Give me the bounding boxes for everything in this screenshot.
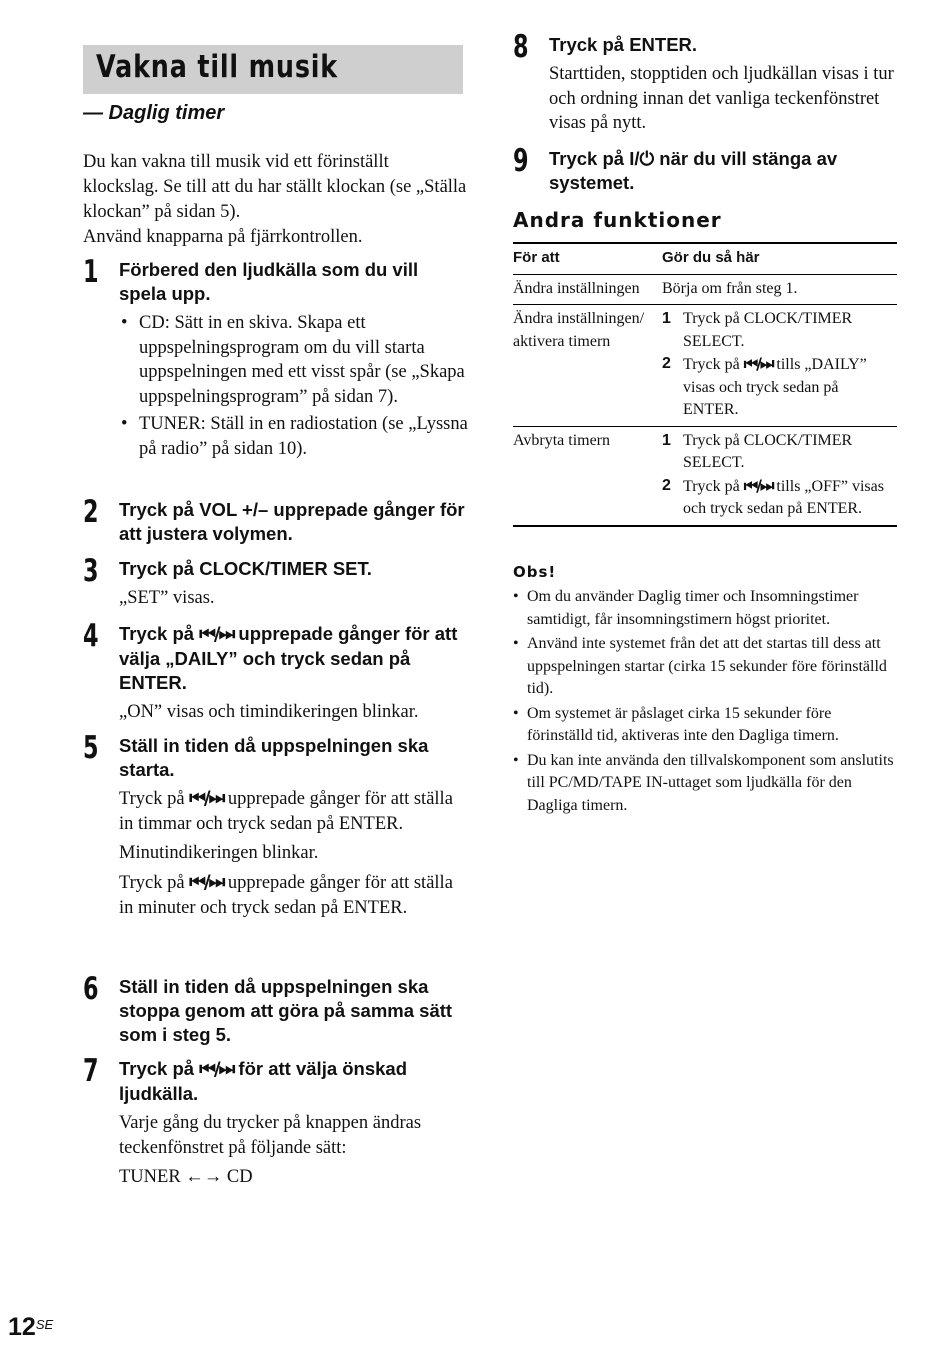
table-cell: Avbryta timern <box>513 426 662 526</box>
sub-step-text: Tryck på CLOCK/TIMER SELECT. <box>683 431 853 471</box>
sub-step-text-b: tills „OFF” visas och tryck sedan på ENTER. <box>683 477 884 517</box>
table-cell: Ändra inställningen/ aktivera timern <box>513 305 662 427</box>
intro-text-1: Du kan vakna till musik vid ett förinställt klockslag. Se till att du har ställt klockan (se „Ställa klockan” på sidan 5). <box>83 152 467 222</box>
step-heading: Ställ in tiden då uppspelningen ska starta. <box>119 735 429 780</box>
table-row <box>513 305 897 427</box>
step-heading: Ställ in tiden då uppspelningen ska stoppa genom att göra på samma sätt som i steg 5. <box>119 976 453 1045</box>
prev-next-icon: ⏮/⏭ <box>199 1059 234 1080</box>
step-5 <box>83 730 468 921</box>
step-number: 7 <box>83 1053 99 1089</box>
table-cell: Börja om från steg 1. <box>662 274 897 305</box>
step-heading-b: upprepade gånger för att välja „DAILY” och tryck sedan på ENTER. <box>119 623 458 693</box>
step-heading-a: Tryck på <box>119 623 195 644</box>
prev-next-icon: ⏮/⏭ <box>199 624 234 645</box>
step-heading-a: Tryck på <box>549 148 625 169</box>
source-cycle: TUNER ←→ CD <box>119 1167 253 1188</box>
table-row <box>513 274 897 305</box>
step-heading-b: för att välja önskad ljudkälla. <box>119 1058 408 1104</box>
step-4 <box>83 618 468 725</box>
step-heading: Tryck på VOL +/– upprepade gånger för att justera volymen. <box>119 499 465 544</box>
step-heading: Förbered den ljudkälla som du vill spela upp. <box>119 259 419 304</box>
prev-next-icon: ⏮/⏭ <box>743 354 773 373</box>
notes-list <box>513 586 900 819</box>
sub-step-text-a: Tryck på <box>683 477 740 495</box>
sub-step-number: 1 <box>662 431 671 449</box>
step-heading: Tryck på CLOCK/TIMER SET. <box>119 558 372 579</box>
list-item: • TUNER: Ställ in en radiostation (se „Lyssna på radio” på sidan 10). <box>119 412 468 461</box>
sub-step-number: 1 <box>662 310 671 327</box>
step-text-a: Tryck på <box>119 873 185 894</box>
section-heading: Andra funktioner <box>513 208 722 232</box>
sub-step-text-b: tills „DAILY” visas och tryck sedan på ENTER. <box>683 356 867 418</box>
page-number-suffix: SE <box>35 1317 54 1332</box>
step-number: 3 <box>83 553 99 589</box>
step-1 <box>83 254 468 463</box>
step-text-b: upprepade gånger för att ställa in minuter och tryck sedan på ENTER. <box>119 873 453 918</box>
step-number: 8 <box>513 29 529 65</box>
table-row <box>513 426 897 526</box>
table-cell <box>662 426 897 526</box>
step-heading-b: när du vill stänga av systemet. <box>549 148 838 193</box>
column-header: För att <box>513 243 662 274</box>
step-2 <box>83 494 468 546</box>
step-heading-a: Tryck på <box>119 1058 195 1079</box>
intro-text-2: Använd knapparna på fjärrkontrollen. <box>83 227 363 247</box>
note-item: • Använd inte systemet från det att det startas till dess att uppspelningen startar (cirka 15 sekunder före förinställd tid). <box>513 633 900 701</box>
step-number: 9 <box>513 143 529 179</box>
step-text: Minutindikeringen blinkar. <box>119 843 319 864</box>
page-number-value: 12 <box>8 1313 36 1341</box>
table-header-row <box>513 243 897 274</box>
sub-step-text-a: Tryck på <box>683 356 740 373</box>
step-text: „SET” visas. <box>119 588 215 608</box>
step-9 <box>513 143 898 195</box>
functions-table <box>513 242 897 527</box>
sub-step-text: Tryck på CLOCK/TIMER SELECT. <box>683 310 853 350</box>
step-number: 6 <box>83 971 99 1007</box>
step-3 <box>83 553 468 611</box>
page-number <box>8 1313 53 1342</box>
prev-next-icon: ⏮/⏭ <box>743 475 773 495</box>
step-6 <box>83 971 468 1047</box>
step-text: „ON” visas och timindikeringen blinkar. <box>119 702 419 722</box>
column-header: Gör du så här <box>662 243 897 274</box>
step-text: Starttiden, stopptiden och ljudkällan visas i tur och ordning innan det vanliga teckenfönstret visas på nytt. <box>549 64 894 134</box>
prev-next-icon: ⏮/⏭ <box>189 872 224 894</box>
page-subtitle: — Daglig timer <box>83 102 225 124</box>
step-heading: Tryck på ENTER. <box>549 34 698 55</box>
sub-step-number: 2 <box>662 355 671 372</box>
table-cell <box>662 305 897 427</box>
note-item: • Om systemet är påslaget cirka 15 sekunder före förinställd tid, aktiveras inte den Dagliga timern. <box>513 703 900 748</box>
step-number: 5 <box>83 730 99 766</box>
intro <box>83 150 468 250</box>
step-text-a: Tryck på <box>119 789 185 809</box>
step-7 <box>83 1053 468 1190</box>
prev-next-icon: ⏮/⏭ <box>189 788 224 809</box>
step-text-b: upprepade gånger för att ställa in timmar och tryck sedan på ENTER. <box>119 789 453 834</box>
step-number: 4 <box>83 618 99 654</box>
note-item: • Om du använder Daglig timer och Insomningstimer samtidigt, får insomningstimern högst prioritet. <box>513 586 900 631</box>
step-8 <box>513 29 898 136</box>
step-text: Varje gång du trycker på knappen ändras teckenfönstret på följande sätt: <box>119 1113 422 1158</box>
table-cell: Ändra inställningen <box>513 274 662 305</box>
note-item: • Du kan inte använda den tillvalskomponent som anslutits till PC/MD/TAPE IN-uttaget som ljudkälla för den Dagliga timern. <box>513 750 900 818</box>
page-title: Vakna till musik <box>96 49 339 85</box>
sub-step-number: 2 <box>662 476 671 494</box>
list-item: • CD: Sätt in en skiva. Skapa ett uppspelningsprogram om du vill starta uppspelningen med ett visst spår (se „Skapa uppspelningsprogram” på sidan 7). <box>119 311 468 410</box>
power-icon: I/⏻ <box>629 148 655 169</box>
notes-heading: Obs! <box>513 563 557 581</box>
step-number: 1 <box>83 254 99 290</box>
step-number: 2 <box>83 494 99 530</box>
